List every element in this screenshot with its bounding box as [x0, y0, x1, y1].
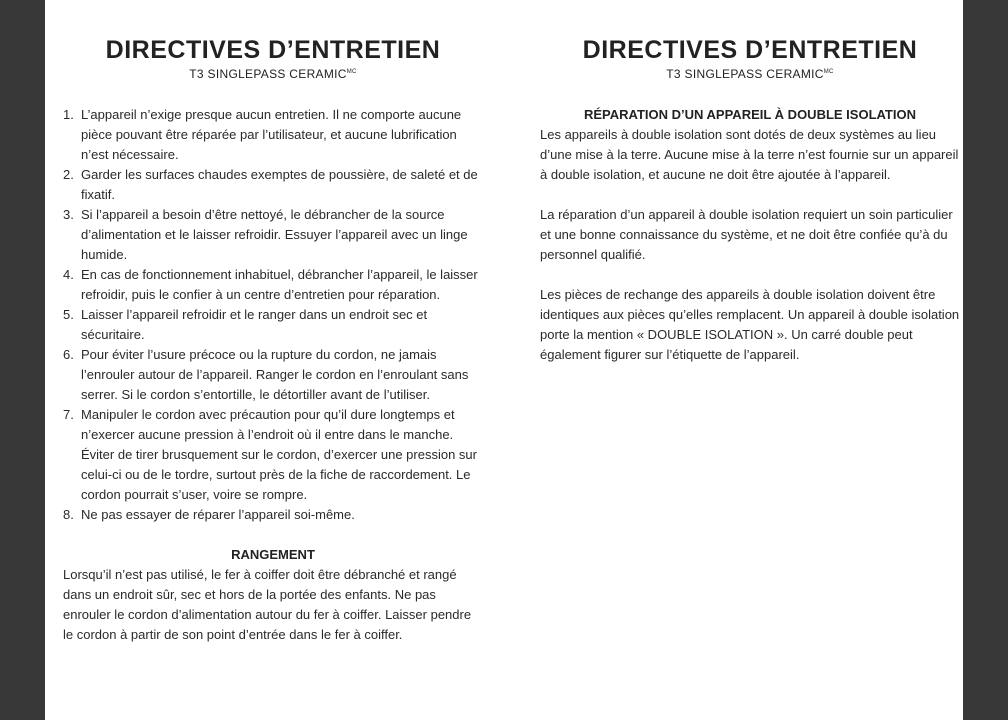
list-item-text: Laisser l’appareil refroidir et le ranger dans un endroit sec et sécuritaire. [81, 307, 428, 342]
list-item-text: Manipuler le cordon avec précaution pour qu’il dure longtemps et n’exercer aucune pression à l’endroit où il entre dans le manche. Éviter de tirer brusquement sur le cordon, d’exercer une pression sur celui-ci ou de le tordre, surtout près de la fiche de raccordement. Le cordon pourrait s’user, voire se rompre. [81, 407, 477, 502]
subtitle-text: T3 SINGLEPASS CERAMIC [666, 67, 824, 81]
page-title: DIRECTIVES D’ENTRETIEN [582, 36, 918, 64]
list-item-text: Garder les surfaces chaudes exemptes de poussière, de saleté et de fixatif. [81, 167, 478, 202]
list-item [63, 105, 483, 165]
repair-paragraph: Les pièces de rechange des appareils à double isolation doivent être identiques aux pièces qu’elles remplacent. Un appareil à double isolation porte la mention « DOUBLE ISOLATION ». Un carré double peut également figurer sur l’étiquette de l’appareil. [540, 287, 960, 362]
document-sheet [45, 0, 963, 720]
list-item-number: 8. [63, 507, 74, 522]
list-item-number: 7. [63, 407, 74, 422]
trademark-mark: MC [346, 69, 357, 75]
list-item [63, 345, 483, 405]
list-item-text: Pour éviter l’usure précoce ou la rupture du cordon, ne jamais l’enrouler autour de l’appareil. Ranger le cordon en l’enroulant sans serrer. Si le cordon s’entortille, le détortiller avant de l’utiliser. [81, 347, 469, 402]
list-item [63, 165, 483, 205]
left-page [63, 0, 483, 645]
storage-paragraph: Lorsqu’il n’est pas utilisé, le fer à coiffer doit être débranché et rangé dans un endroit sûr, sec et hors de la portée des enfants. Ne pas enrouler le cordon d’alimentation autour du fer à coiffer. Laisser pendre le cordon à partir de son point d’entrée dans le fer à coiffer. [63, 567, 472, 642]
list-item [63, 265, 483, 305]
repair-paragraph: La réparation d’un appareil à double isolation requiert un soin particulier et une bonne connaissance du système, et ne doit être confiée qu’à du personnel qualifié. [540, 207, 953, 262]
list-item-number: 1. [63, 107, 74, 122]
repair-paragraph: Les appareils à double isolation sont dotés de deux systèmes au lieu d’une mise à la terre. Aucune mise à la terre n’est fournie sur un appareil à double isolation, et aucune ne doit être ajoutée à l’appareil. [540, 127, 959, 182]
page-subtitle [63, 67, 483, 81]
list-item-number: 4. [63, 267, 74, 282]
list-item-number: 2. [63, 167, 74, 182]
list-item-text: L’appareil n’exige presque aucun entretien. Il ne comporte aucune pièce pouvant être réparée par l’utilisateur, et aucune lubrification n’est nécessaire. [81, 107, 462, 162]
storage-heading: RANGEMENT [231, 547, 315, 562]
list-item-number: 3. [63, 207, 74, 222]
repair-heading: RÉPARATION D’UN APPAREIL À DOUBLE ISOLATION [584, 107, 916, 122]
page-subtitle [540, 67, 960, 81]
list-item-number: 6. [63, 347, 74, 362]
list-item-text: Si l’appareil a besoin d’être nettoyé, le débrancher de la source d’alimentation et le laisser refroidir. Essuyer l’appareil avec un linge humide. [81, 207, 468, 262]
list-item [63, 205, 483, 265]
subtitle-text: T3 SINGLEPASS CERAMIC [189, 67, 347, 81]
maintenance-list [63, 105, 483, 525]
right-page [540, 0, 960, 365]
list-item [63, 305, 483, 345]
page-title: DIRECTIVES D’ENTRETIEN [105, 36, 441, 64]
list-item [63, 505, 483, 525]
list-item-text: Ne pas essayer de réparer l’appareil soi-même. [81, 507, 355, 522]
list-item-text: En cas de fonctionnement inhabituel, débrancher l’appareil, le laisser refroidir, puis le confier à un centre d’entretien pour réparation. [81, 267, 478, 302]
trademark-mark: MC [823, 69, 834, 75]
list-item [63, 405, 483, 505]
list-item-number: 5. [63, 307, 74, 322]
